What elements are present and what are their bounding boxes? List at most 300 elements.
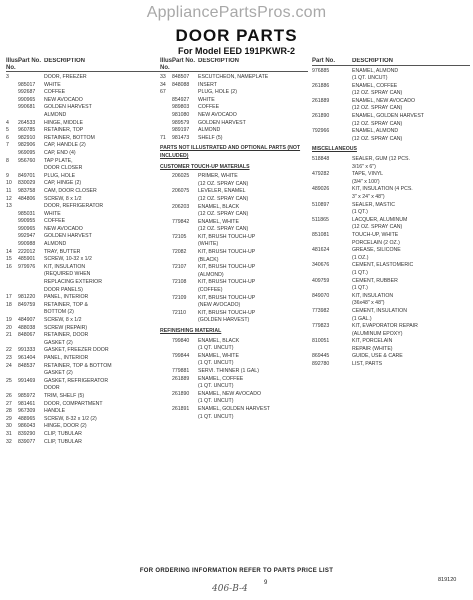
part-description: KIT, INSULATION (4 PCS.: [352, 186, 413, 193]
part-description: KIT, EVAPORATOR REPAIR: [352, 323, 418, 330]
illus-number: 24: [6, 362, 12, 369]
part-row: [6, 142, 161, 150]
page-title: DOOR PARTS: [175, 26, 298, 45]
illus-number: [160, 302, 172, 310]
part-description: DOOR, REFRIGERATOR: [44, 203, 104, 210]
part-row: [160, 249, 308, 257]
part-description: CLIP, TUBULAR: [44, 430, 82, 437]
part-row: [312, 353, 470, 361]
part-number: 985017: [18, 81, 36, 88]
part-description: TAP PLATE,: [44, 157, 73, 164]
part-row: [6, 302, 161, 310]
part-description: SERVI. THINNER (1 GAL): [198, 367, 259, 374]
part-row: [6, 82, 161, 90]
illus-number: 6: [6, 134, 9, 141]
part-description: WHITE: [44, 210, 61, 217]
part-row: [6, 363, 161, 371]
part-row: [312, 179, 470, 187]
part-number: 779823: [312, 323, 330, 330]
illus-number: 26: [6, 392, 12, 399]
part-row: [160, 234, 308, 242]
part-number: [312, 121, 352, 129]
part-description: (1 GAL.): [352, 315, 372, 322]
illus-number: [6, 112, 18, 120]
ordering-footer: FOR ORDERING INFORMATION REFER TO PARTS PRICE LIST: [139, 568, 334, 574]
part-description: KIT, BRUSH TOUCH-UP: [198, 279, 256, 286]
part-number: 206075: [172, 188, 190, 195]
part-number: 848067: [18, 332, 36, 339]
part-number: 892780: [312, 361, 330, 368]
part-description: SCREW, 8 x 1/2: [44, 195, 82, 202]
part-number: [312, 346, 352, 354]
part-description: (12 OZ. SPRAY CAN): [352, 90, 403, 97]
part-row: [6, 158, 161, 166]
part-number: [172, 398, 198, 406]
parts-column-1: [6, 58, 161, 446]
part-row: [160, 360, 308, 368]
part-number: 484806: [18, 195, 36, 202]
part-description: GASKET, FREEZER DOOR: [44, 347, 109, 354]
page-subtitle: For Model EED 191PKWR-2: [177, 46, 296, 56]
illus-number: 71: [160, 134, 166, 141]
illus-number: [160, 97, 172, 105]
part-description: (BLACK): [198, 256, 219, 263]
page-number: 9: [264, 580, 268, 586]
part-number: [18, 203, 44, 211]
illus-number: [160, 317, 172, 325]
part-row: [160, 211, 308, 219]
part-number: 869445: [312, 353, 330, 360]
illus-number: [6, 89, 18, 97]
illus-number: [160, 406, 172, 414]
part-number: 481624: [312, 247, 330, 254]
part-row: [312, 202, 470, 210]
part-row: [312, 346, 470, 354]
part-row: [160, 414, 308, 422]
part-description: SEALER, MASTIC: [352, 201, 395, 208]
part-number: 830029: [18, 180, 36, 187]
part-row: [160, 383, 308, 391]
part-number: [18, 271, 44, 279]
illus-number: [6, 370, 18, 378]
part-number: 991333: [18, 347, 36, 354]
section-heading: REFINISHING MATERIAL: [160, 328, 222, 334]
part-number: [172, 345, 198, 353]
part-row: [160, 317, 308, 325]
illus-number: 18: [6, 301, 12, 308]
part-number: 839077: [18, 438, 36, 445]
part-description: DOOR CLOSER: [44, 165, 83, 172]
part-description: HANDLE: [44, 408, 66, 415]
part-number: 986043: [18, 423, 36, 430]
part-number: 967309: [18, 408, 36, 415]
part-number: 72108: [172, 279, 187, 286]
part-number: [172, 89, 198, 97]
illus-number: [6, 211, 18, 219]
part-row: [6, 370, 161, 378]
part-description: ENAMEL, WHITE: [198, 218, 239, 225]
part-description: KIT, INSULATION: [44, 263, 86, 270]
part-row: [312, 255, 470, 263]
illus-number: [160, 241, 172, 249]
part-description: CEMENT, RUBBER: [352, 277, 398, 284]
part-row: [160, 204, 308, 212]
part-row: [312, 90, 470, 98]
part-row: [6, 416, 161, 424]
part-number: 261886: [312, 82, 330, 89]
part-row: [6, 271, 161, 279]
part-row: [160, 120, 308, 128]
illus-number: [6, 150, 18, 158]
illus-number: [160, 257, 172, 265]
part-number: [172, 196, 198, 204]
part-number: [312, 285, 352, 293]
part-number: [18, 74, 44, 82]
part-row: [312, 285, 470, 293]
illus-number: [160, 127, 172, 135]
parts-column-3: [312, 58, 470, 369]
part-row: [6, 347, 161, 355]
part-row: [6, 233, 161, 241]
part-number: [172, 226, 198, 234]
part-number: 982906: [18, 142, 36, 149]
part-number: 792966: [312, 128, 330, 135]
part-row: [160, 406, 308, 414]
part-row: [160, 135, 308, 143]
illus-number: [6, 241, 18, 249]
part-row: [312, 128, 470, 136]
part-description: RETAINER, TOP: [44, 127, 84, 134]
part-number: 990965: [18, 96, 36, 103]
part-row: [6, 408, 161, 416]
part-number: 990681: [18, 104, 36, 111]
part-row: [6, 385, 161, 393]
part-row: [6, 287, 161, 295]
illus-number: [160, 391, 172, 399]
part-row: [6, 294, 161, 302]
part-number: 989197: [172, 127, 190, 134]
part-row: [312, 247, 470, 255]
part-description: CEMENT, ELASTOMERIC: [352, 262, 414, 269]
part-description: TOUCH-UP, WHITE: [352, 231, 399, 238]
part-description: ENAMEL, GOLDEN HARVEST: [198, 405, 270, 412]
part-number: 206203: [172, 203, 190, 210]
parts-list: [160, 338, 308, 422]
part-number: 839290: [18, 430, 36, 437]
part-description: KIT, BRUSH TOUCH-UP: [198, 233, 256, 240]
illus-number: 3: [6, 74, 9, 80]
part-description: COFFEE: [44, 218, 66, 225]
parts-list: [312, 156, 470, 369]
part-row: [312, 156, 470, 164]
illus-number: [6, 218, 18, 226]
watermark: AppliancePartsPros.com: [146, 4, 327, 21]
part-row: [160, 391, 308, 399]
part-number: 488038: [18, 324, 36, 331]
part-description: CLIP, TUBULAR: [44, 438, 82, 445]
part-row: [160, 82, 308, 90]
part-description: ALMOND: [44, 111, 67, 118]
part-number: [312, 240, 352, 248]
part-description: RETAINER, TOP & BOTTOM: [44, 362, 112, 369]
part-description: WHITE: [198, 96, 215, 103]
part-row: [6, 325, 161, 333]
illus-number: [160, 279, 172, 287]
illus-number: [160, 204, 172, 212]
part-number: 981473: [172, 134, 190, 141]
illus-number: [160, 414, 172, 422]
part-number: 72082: [172, 249, 187, 256]
part-row: [160, 112, 308, 120]
illus-number: [160, 112, 172, 120]
part-number: [18, 340, 44, 348]
part-description: (1 QT. UNCUT): [198, 413, 234, 420]
illus-number: 25: [6, 377, 12, 384]
part-number: [312, 75, 352, 83]
illus-number: [6, 340, 18, 348]
part-row: [312, 361, 470, 369]
part-description: SCREW (REPAIR): [44, 324, 88, 331]
part-description: (1 QT.): [352, 209, 368, 216]
part-number: 849701: [18, 172, 36, 179]
illus-number: 5: [6, 127, 9, 134]
part-description: (1 QT. UNCUT): [198, 345, 234, 352]
illus-number: [6, 226, 18, 234]
part-row: [312, 240, 470, 248]
part-row: [312, 278, 470, 286]
part-number: 261891: [172, 405, 190, 412]
part-description: INSERT: [198, 81, 217, 88]
part-number: [312, 224, 352, 232]
part-row: [6, 279, 161, 287]
part-number: 488965: [18, 415, 36, 422]
part-description: (GOLDEN HARVEST): [198, 317, 250, 324]
part-description: KIT, BRUSH TOUCH-UP: [198, 309, 256, 316]
illus-number: 67: [160, 89, 166, 96]
part-row: [6, 112, 161, 120]
part-description: RETAINER, BOTTOM: [44, 134, 95, 141]
part-row: [6, 393, 161, 401]
part-row: [6, 89, 161, 97]
parts-list: [160, 173, 308, 325]
part-description: GOLDEN HARVEST: [44, 104, 92, 111]
illus-number: 32: [6, 438, 12, 445]
part-row: [160, 345, 308, 353]
part-description: SCREW, 8-32 x 1/2 (2): [44, 415, 97, 422]
part-row: [6, 317, 161, 325]
part-row: [160, 97, 308, 105]
part-row: [6, 378, 161, 386]
part-number: [312, 90, 352, 98]
part-row: [312, 224, 470, 232]
illus-number: [160, 219, 172, 227]
part-description: (REQUIRED WHEN: [44, 271, 91, 278]
part-number: 956760: [18, 157, 36, 164]
part-row: [6, 104, 161, 112]
header-illus: Illus. No.: [6, 58, 20, 71]
part-row: [312, 194, 470, 202]
part-description: PANEL, INTERIOR: [44, 294, 89, 301]
illus-number: 30: [6, 423, 12, 430]
illus-number: 11: [6, 187, 12, 194]
part-row: [160, 89, 308, 97]
part-row: [6, 241, 161, 249]
part-number: 72105: [172, 233, 187, 240]
part-description: 3" x 24" x 48"): [352, 194, 385, 200]
part-row: [6, 97, 161, 105]
illus-number: [6, 233, 18, 241]
part-number: [172, 414, 198, 422]
part-description: (12 OZ. SPRAY CAN): [352, 224, 403, 231]
part-description: SEALER, GUM (12 PCS.: [352, 156, 410, 163]
illus-number: 29: [6, 415, 12, 422]
illus-number: [6, 385, 18, 393]
part-row: [160, 219, 308, 227]
part-row: [312, 105, 470, 113]
part-description: BOTTOM (2): [44, 309, 74, 316]
part-row: [6, 196, 161, 204]
illus-number: [160, 249, 172, 257]
part-row: [160, 272, 308, 280]
illus-number: 14: [6, 248, 12, 255]
part-row: [6, 120, 161, 128]
part-description: (WHITE): [198, 241, 219, 248]
part-number: [172, 241, 198, 249]
part-number: 960785: [18, 127, 36, 134]
part-description: (12 OZ. SPRAY CAN): [352, 135, 403, 142]
column-header: [6, 58, 161, 72]
part-number: [312, 136, 352, 144]
part-number: 990988: [18, 241, 36, 248]
part-number: [172, 383, 198, 391]
header-illus: Illus. No.: [160, 58, 174, 71]
part-row: [312, 232, 470, 240]
part-description: ALMOND: [44, 241, 67, 248]
illus-number: 21: [6, 332, 12, 339]
part-number: [312, 179, 352, 187]
part-number: [18, 309, 44, 317]
header-description: DESCRIPTION: [198, 58, 240, 64]
illus-number: [160, 211, 172, 219]
part-number: 779842: [172, 218, 190, 225]
illus-number: 16: [6, 263, 12, 270]
part-description: REPLACING EXTERIOR: [44, 279, 102, 286]
part-number: [172, 317, 198, 325]
part-row: [160, 264, 308, 272]
part-row: [6, 401, 161, 409]
part-row: [6, 173, 161, 181]
part-number: 799844: [172, 352, 190, 359]
part-number: 409759: [312, 277, 330, 284]
part-description: ENAMEL, COFFEE: [198, 375, 244, 382]
illus-number: [6, 104, 18, 112]
illus-number: [160, 368, 172, 376]
part-number: 979976: [18, 263, 36, 270]
parts-column-2: [160, 58, 308, 421]
part-row: [312, 164, 470, 172]
part-row: [160, 279, 308, 287]
part-number: 489026: [312, 186, 330, 193]
part-number: [18, 279, 44, 287]
part-row: [6, 256, 161, 264]
part-description: GUIDE, USE & CARE: [352, 353, 403, 360]
part-number: 261889: [312, 97, 330, 104]
illus-number: [160, 376, 172, 384]
part-description: LIST, PARTS: [352, 361, 383, 368]
part-row: [160, 104, 308, 112]
part-row: [312, 323, 470, 331]
part-number: 511865: [312, 216, 329, 223]
parts-list: [312, 68, 470, 144]
part-number: 72107: [172, 264, 187, 271]
part-number: 985972: [18, 392, 36, 399]
part-description: PANEL, INTERIOR: [44, 354, 89, 361]
part-description: ENAMEL, COFFEE: [352, 82, 398, 89]
part-number: 848537: [18, 362, 36, 369]
part-number: 261890: [172, 390, 190, 397]
part-description: ENAMEL, WHITE: [198, 352, 239, 359]
part-row: [160, 287, 308, 295]
illus-number: [160, 360, 172, 368]
part-description: CAP, END (4): [44, 149, 76, 156]
part-number: 983758: [18, 187, 36, 194]
part-row: [6, 211, 161, 219]
illus-number: 23: [6, 354, 12, 361]
part-description: 3/16" x 6"): [352, 163, 376, 170]
part-description: (12 OZ. SPRAY CAN): [198, 195, 249, 202]
part-description: DOOR PANELS): [44, 286, 83, 293]
part-description: ENAMEL, GOLDEN HARVEST: [352, 113, 424, 120]
part-row: [160, 353, 308, 361]
part-row: [312, 338, 470, 346]
part-number: 981080: [172, 111, 190, 118]
part-description: ENAMEL, NEW AVOCADO: [198, 390, 262, 397]
part-row: [160, 188, 308, 196]
handwritten-note: 406-B-4: [212, 584, 248, 594]
part-description: PRIMER, WHITE: [198, 173, 238, 180]
illus-number: 7: [6, 142, 9, 149]
part-description: ENAMEL, ALMOND: [352, 67, 399, 74]
part-row: [312, 293, 470, 301]
part-row: [6, 226, 161, 234]
part-number: 969095: [18, 149, 36, 156]
part-description: (36x48" x 48"): [352, 300, 385, 307]
part-number: 72110: [172, 309, 187, 316]
illus-number: 9: [6, 172, 9, 179]
part-number: 854927: [172, 96, 190, 103]
part-description: GASKET, REFRIGERATOR: [44, 377, 109, 384]
part-number: 773982: [312, 307, 330, 314]
part-number: [172, 360, 198, 368]
section-heading: CUSTOMER TOUCH-UP MATERIALS: [160, 163, 250, 170]
part-row: [312, 136, 470, 144]
part-number: [172, 257, 198, 265]
illus-number: [160, 353, 172, 361]
part-row: [160, 295, 308, 303]
part-description: GOLDEN HARVEST: [198, 119, 246, 126]
illus-number: [160, 398, 172, 406]
illus-number: [160, 120, 172, 128]
part-row: [6, 332, 161, 340]
part-description: (1 QT. UNCUT): [198, 398, 234, 405]
illus-number: [160, 310, 172, 318]
part-description: DOOR: [44, 385, 60, 392]
part-description: TRAY, BUTTER: [44, 248, 81, 255]
part-number: 976885: [312, 67, 330, 74]
part-description: GREASE, SILICONE: [352, 247, 401, 254]
part-description: (1 QT. UNCUT): [352, 75, 388, 82]
part-number: 206025: [172, 173, 190, 180]
